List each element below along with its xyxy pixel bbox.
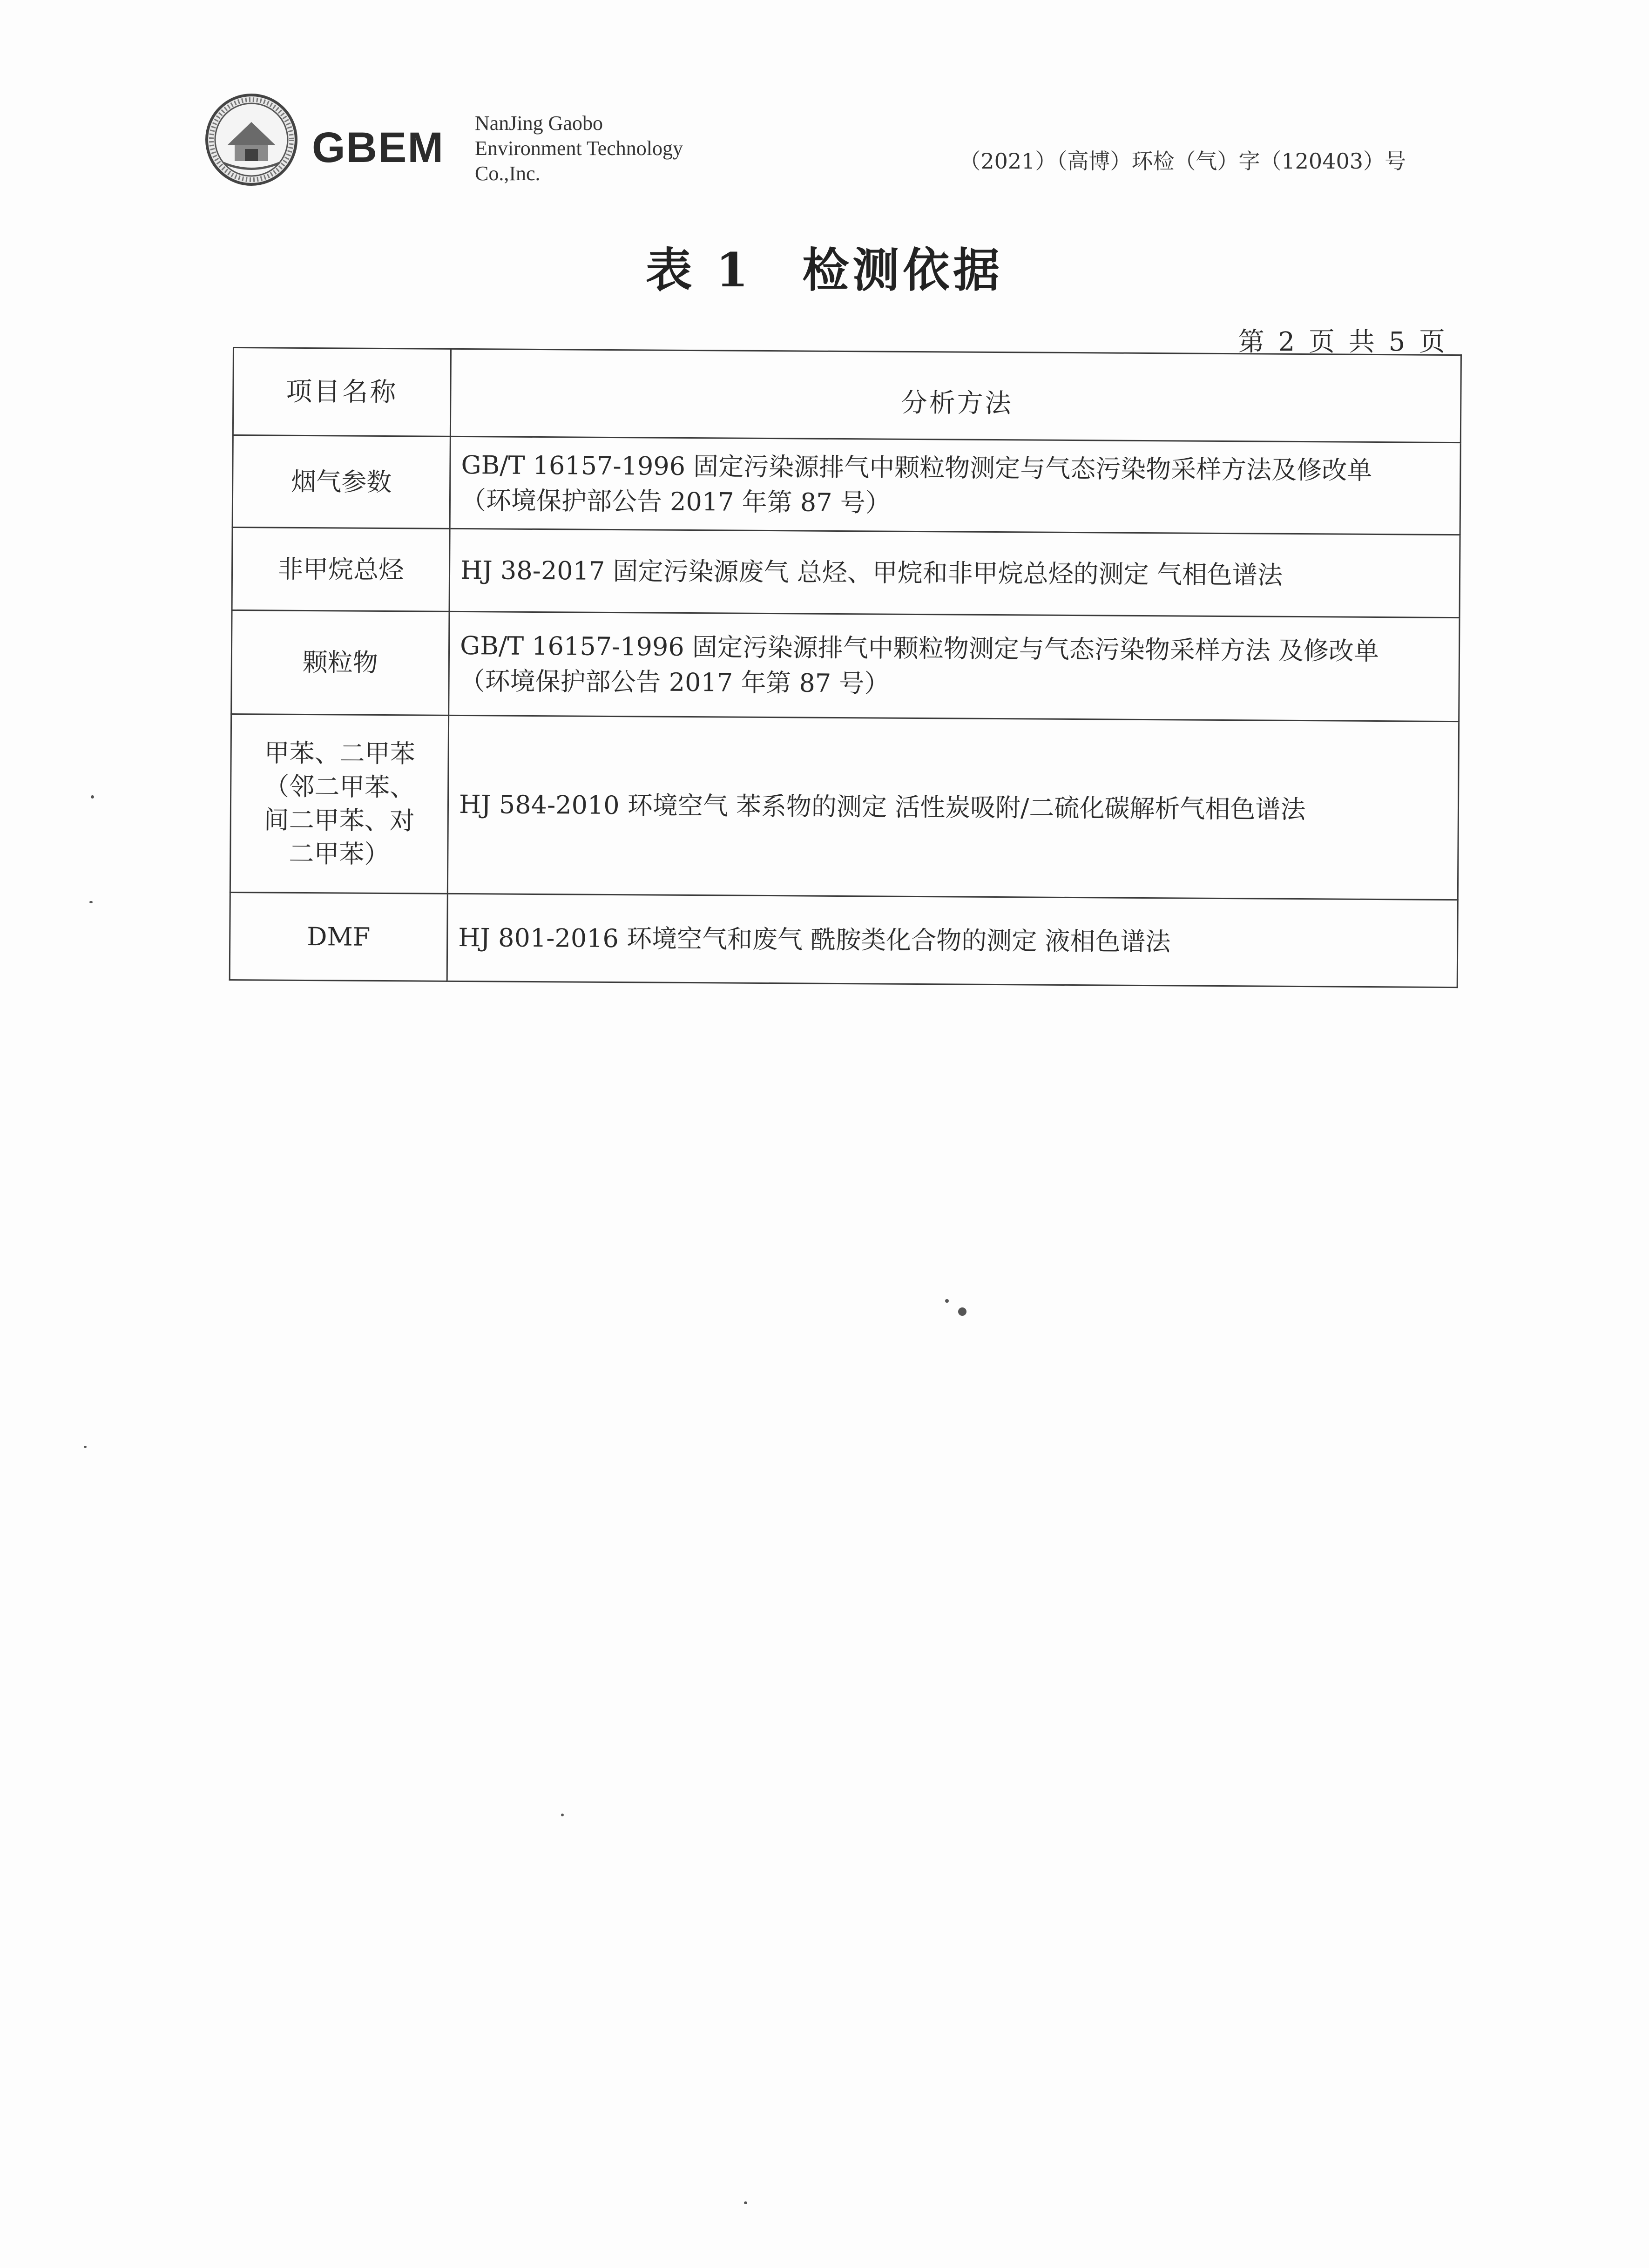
method-text: （环境保护部公告 2017 年第 87 号）	[460, 485, 891, 518]
method-text: HJ 584-2010 环境空气 苯系物的测定 活性炭吸附/二硫化碳解析气相色谱法	[459, 789, 1306, 825]
item-name-cell	[232, 435, 450, 529]
method-text: GB/T 16157-1996 固定污染源排气中颗粒物测定与气态污染物采样方法 及修改单	[460, 630, 1379, 666]
item-name-cell	[232, 528, 450, 612]
scan-speck	[958, 1307, 966, 1316]
item-name: DMF	[307, 921, 371, 952]
scan-speck	[91, 795, 94, 799]
item-name: 烟气参数	[291, 467, 392, 497]
table-row	[230, 892, 1458, 987]
report-number: （2021）（高博）环检（气）字（120403）号	[959, 149, 1406, 174]
item-name-cell	[230, 892, 447, 981]
table-header-row	[233, 348, 1461, 443]
detection-basis-table	[229, 347, 1462, 988]
item-name: 甲苯、二甲苯	[264, 738, 415, 769]
page-indicator: 第 2 页 共 5 页	[1238, 327, 1448, 357]
table-row	[232, 435, 1460, 535]
item-name: （邻二甲苯、	[264, 772, 415, 802]
method-text: GB/T 16157-1996 固定污染源排气中颗粒物测定与气态污染物采样方法及修改单	[461, 450, 1372, 485]
item-name-cell	[231, 610, 449, 715]
method-text: HJ 38-2017 固定污染源废气 总烃、甲烷和非甲烷总烃的测定 气相色谱法	[460, 555, 1283, 590]
method-cell	[447, 894, 1458, 987]
scan-speck	[561, 1814, 564, 1816]
table-title: 表 1 检测依据	[645, 243, 1004, 298]
company-logo-text: GBEM	[312, 124, 444, 171]
company-name	[475, 111, 683, 186]
item-name-cell	[230, 714, 448, 894]
column-header-method: 分析方法	[450, 349, 1461, 442]
document-header	[205, 88, 1462, 196]
method-cell	[449, 611, 1460, 721]
scan-speck	[89, 901, 93, 903]
company-name-line: Co.,Inc.	[475, 162, 541, 185]
company-seal-icon	[205, 93, 298, 186]
method-text: HJ 801-2016 环境空气和废气 酰胺类化合物的测定 液相色谱法	[458, 922, 1171, 956]
item-name: 二甲苯）	[289, 839, 390, 869]
table-row	[230, 714, 1459, 900]
item-name: 非甲烷总烃	[277, 554, 404, 584]
scan-speck	[84, 1446, 87, 1448]
company-name-line: Environment Technology	[475, 137, 683, 160]
method-cell	[450, 436, 1460, 535]
column-header-item: 项目名称	[233, 348, 451, 437]
table-row	[232, 528, 1460, 618]
scan-speck	[744, 2201, 747, 2204]
scan-speck	[945, 1299, 949, 1303]
company-name-line: NanJing Gaobo	[475, 112, 603, 135]
item-name: 间二甲苯、对	[264, 805, 415, 836]
table-row	[231, 610, 1460, 721]
method-cell	[449, 528, 1460, 617]
item-name: 颗粒物	[302, 647, 378, 677]
method-cell	[447, 715, 1459, 900]
method-text: （环境保护部公告 2017 年第 87 号）	[460, 666, 890, 698]
